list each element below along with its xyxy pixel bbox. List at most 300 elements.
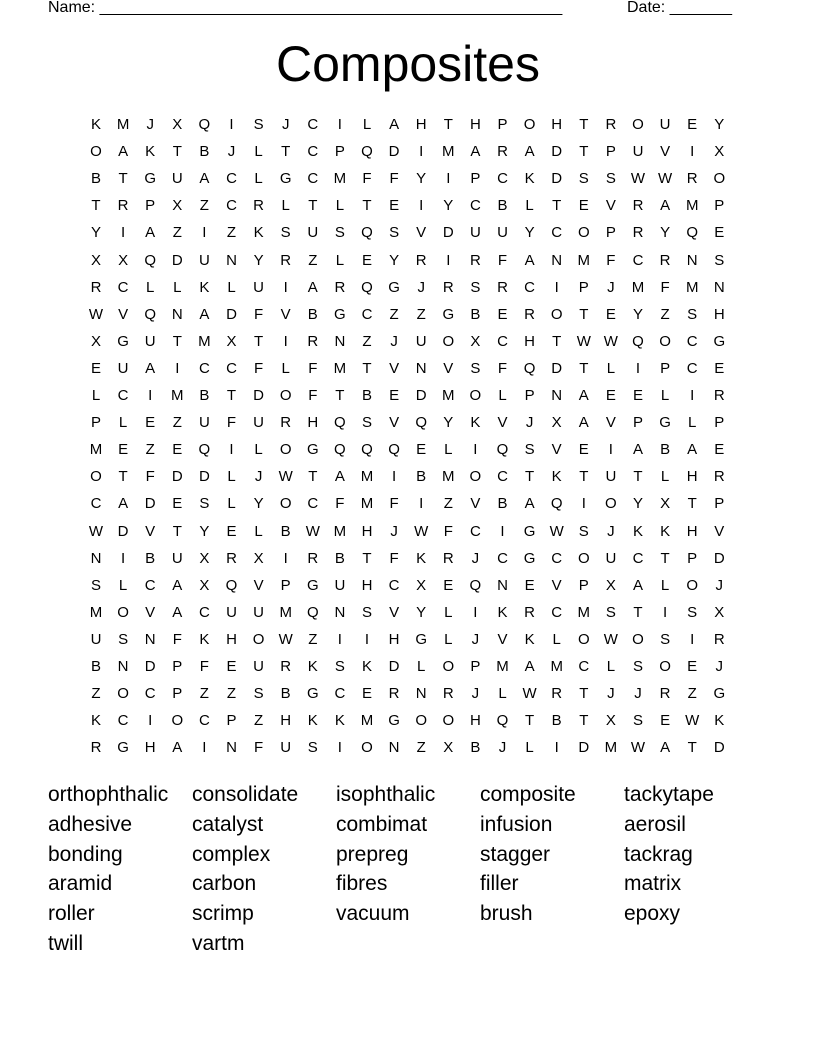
grid-letter: V <box>470 495 481 513</box>
grid-letter: B <box>199 387 210 404</box>
grid-letter: G <box>306 576 319 594</box>
grid-letter: T <box>254 332 264 350</box>
grid-letter: S <box>632 712 643 730</box>
grid-letter: P <box>714 495 725 513</box>
grid-letter: B <box>660 441 671 459</box>
grid-letter: Q <box>469 576 482 594</box>
grid-letter: S <box>280 224 291 242</box>
grid-letter: Y <box>389 251 400 269</box>
grid-letter: F <box>172 630 182 648</box>
grid-letter: R <box>442 549 454 567</box>
grid-letter: S <box>605 170 616 188</box>
grid-letter: P <box>632 414 643 432</box>
grid-letter: L <box>444 441 453 459</box>
grid-letter: K <box>714 712 725 730</box>
grid-letter: M <box>685 278 699 296</box>
grid-letter: S <box>118 630 129 648</box>
grid-letter: X <box>660 495 671 513</box>
grid-letter: V <box>605 414 616 432</box>
name-field-label: Name: ____________________________________________________ <box>48 0 563 16</box>
grid-letter: D <box>198 468 210 486</box>
grid-letter: Q <box>144 251 157 269</box>
grid-letter: D <box>117 522 129 540</box>
grid-letter: L <box>281 197 290 215</box>
grid-letter: W <box>305 522 320 540</box>
grid-letter: Y <box>253 251 264 269</box>
grid-letter: T <box>579 712 589 730</box>
grid-letter: Z <box>389 305 399 323</box>
grid-letter: T <box>335 387 345 404</box>
grid-letter: S <box>253 116 264 133</box>
grid-letter: T <box>281 143 291 161</box>
grid-letter: C <box>551 224 563 242</box>
grid-letter: R <box>469 251 481 269</box>
grid-letter: O <box>523 116 536 133</box>
grid-letter: L <box>146 278 155 296</box>
grid-letter: B <box>497 197 508 215</box>
grid-letter: O <box>577 224 590 242</box>
grid-letter: Q <box>361 278 373 296</box>
grid-letter: Z <box>416 305 426 323</box>
grid-letter: Y <box>524 224 535 242</box>
grid-letter: E <box>172 495 183 513</box>
grid-letter: D <box>171 251 183 269</box>
grid-letter: C <box>632 549 644 567</box>
grid-letter: K <box>660 522 671 540</box>
grid-letter: P <box>524 387 535 404</box>
grid-letter: O <box>632 630 644 648</box>
grid-letter: H <box>551 116 563 133</box>
grid-letter: T <box>443 116 453 133</box>
grid-letter: C <box>117 387 129 404</box>
grid-letter: X <box>199 549 210 567</box>
grid-letter: L <box>660 468 670 486</box>
grid-letter: H <box>686 522 698 540</box>
grid-letter: G <box>334 305 346 323</box>
grid-letter: I <box>473 441 478 459</box>
grid-letter: S <box>361 603 372 621</box>
grid-letter: W <box>278 630 293 648</box>
grid-letter: U <box>253 278 265 296</box>
grid-letter: W <box>522 685 537 703</box>
grid-letter: X <box>714 603 725 621</box>
grid-letter: C <box>307 143 319 161</box>
grid-letter: D <box>551 359 563 377</box>
grid-letter: T <box>579 116 589 133</box>
grid-letter: F <box>389 549 399 567</box>
grid-letter: T <box>633 468 643 486</box>
grid-letter: U <box>198 414 210 432</box>
grid-letter: Y <box>199 522 210 540</box>
grid-letter: M <box>496 658 509 675</box>
grid-letter: F <box>308 359 318 377</box>
grid-letter: O <box>361 739 373 757</box>
grid-letter: S <box>470 359 481 377</box>
grid-letter: I <box>337 739 342 757</box>
grid-letter: U <box>253 603 265 621</box>
grid-letter: V <box>389 603 400 621</box>
grid-letter: B <box>416 468 427 486</box>
grid-letter: M <box>89 441 103 459</box>
word-list-item: vacuum <box>336 902 410 926</box>
grid-letter: U <box>497 224 508 242</box>
grid-letter: D <box>388 143 400 161</box>
grid-letter: O <box>90 468 102 486</box>
grid-letter: B <box>551 712 562 730</box>
grid-letter: X <box>90 332 101 350</box>
word-list-item: consolidate <box>192 783 299 806</box>
grid-letter: I <box>554 278 559 296</box>
grid-letter: I <box>581 495 586 513</box>
grid-letter: W <box>88 305 104 323</box>
grid-letter: K <box>90 116 101 133</box>
grid-letter: T <box>660 549 670 567</box>
grid-letter: Y <box>416 170 427 188</box>
grid-letter: V <box>389 359 400 377</box>
grid-letter: C <box>686 359 698 377</box>
grid-letter: F <box>199 658 209 675</box>
grid-letter: K <box>361 658 372 675</box>
grid-letter: V <box>551 441 562 459</box>
grid-letter: G <box>713 332 726 350</box>
grid-letter: A <box>145 224 156 242</box>
grid-letter: Q <box>144 305 157 323</box>
grid-letter: W <box>685 712 700 730</box>
grid-letter: L <box>254 441 263 459</box>
grid-letter: T <box>362 359 372 377</box>
grid-letter: A <box>687 441 698 459</box>
grid-letter: C <box>469 197 481 215</box>
grid-letter: W <box>603 332 618 350</box>
grid-letter: T <box>579 359 589 377</box>
grid-letter: I <box>392 468 397 486</box>
grid-letter: R <box>90 278 102 296</box>
grid-letter: R <box>280 658 292 675</box>
grid-letter: I <box>202 739 207 757</box>
grid-letter: Q <box>334 441 346 459</box>
grid-letter: V <box>497 414 508 432</box>
word-list-item: matrix <box>624 872 682 896</box>
grid-letter: Q <box>334 414 346 432</box>
grid-letter: P <box>578 576 589 594</box>
grid-letter: Q <box>686 224 699 242</box>
grid-letter: E <box>389 387 400 404</box>
grid-letter: E <box>443 576 454 594</box>
grid-letter: B <box>470 739 481 757</box>
grid-letter: J <box>417 278 425 296</box>
grid-letter: O <box>117 685 129 703</box>
grid-letter: Z <box>226 685 237 703</box>
grid-letter: D <box>578 739 590 757</box>
grid-letter: M <box>442 143 455 161</box>
grid-letter: B <box>90 170 101 188</box>
word-list-item: stagger <box>480 842 551 866</box>
word-list-item: carbon <box>192 872 257 896</box>
grid-letter: B <box>361 387 372 404</box>
grid-letter: W <box>414 522 429 540</box>
grid-letter: J <box>471 549 480 567</box>
grid-letter: J <box>607 685 615 703</box>
grid-letter: A <box>307 278 318 296</box>
grid-letter: Q <box>361 143 373 161</box>
date-field-label: Date: _______ <box>627 0 732 16</box>
grid-letter: Q <box>550 495 563 513</box>
grid-letter: A <box>334 468 345 486</box>
grid-letter: X <box>470 332 481 350</box>
grid-letter: A <box>524 495 535 513</box>
grid-letter: T <box>552 197 562 215</box>
grid-letter: L <box>362 116 372 133</box>
grid-letter: J <box>254 468 263 486</box>
grid-letter: S <box>90 576 101 594</box>
grid-letter: X <box>551 414 562 432</box>
grid-letter: H <box>713 305 725 323</box>
word-list-item: adhesive <box>48 812 133 836</box>
grid-letter: G <box>117 332 129 350</box>
grid-letter: E <box>605 305 616 323</box>
grid-letter: J <box>498 739 507 757</box>
grid-letter: U <box>226 603 237 621</box>
grid-letter: I <box>635 359 641 377</box>
grid-letter: P <box>470 170 481 188</box>
grid-letter: I <box>283 332 288 350</box>
grid-letter: K <box>90 712 101 730</box>
grid-letter: Q <box>198 116 211 133</box>
grid-letter: X <box>172 197 183 215</box>
grid-letter: I <box>500 522 505 540</box>
grid-letter: D <box>226 305 237 323</box>
grid-letter: R <box>713 387 725 404</box>
grid-letter: V <box>605 197 616 215</box>
grid-letter: T <box>308 468 318 486</box>
grid-letter: F <box>308 387 318 404</box>
grid-letter: R <box>497 278 508 296</box>
grid-letter: I <box>202 224 207 242</box>
grid-letter: D <box>144 658 156 675</box>
grid-letter: X <box>714 143 725 161</box>
grid-letter: P <box>687 549 698 567</box>
grid-letter: C <box>632 251 644 269</box>
grid-letter: E <box>90 359 101 377</box>
word-list-item: epoxy <box>624 902 681 926</box>
word-list-item: complex <box>192 842 271 866</box>
grid-letter: V <box>118 305 129 323</box>
grid-letter: L <box>525 739 534 757</box>
grid-letter: M <box>360 495 374 513</box>
grid-letter: Q <box>198 441 211 459</box>
word-list-item: brush <box>480 902 533 926</box>
grid-letter: C <box>226 197 237 215</box>
grid-letter: C <box>469 522 481 540</box>
grid-letter: M <box>631 278 645 296</box>
grid-letter: R <box>632 197 644 215</box>
grid-letter: H <box>388 630 400 648</box>
grid-letter: Z <box>226 224 237 242</box>
grid-letter: P <box>172 685 183 703</box>
grid-letter: Y <box>632 495 643 513</box>
grid-letter: N <box>90 549 102 567</box>
grid-letter: M <box>333 522 347 540</box>
grid-letter: K <box>307 712 318 730</box>
grid-letter: J <box>634 685 642 703</box>
grid-letter: P <box>145 197 156 215</box>
grid-letter: S <box>524 441 535 459</box>
word-list-item: infusion <box>480 812 553 836</box>
word-list-item: isophthalic <box>336 783 436 806</box>
grid-letter: E <box>389 197 400 215</box>
grid-letter: L <box>606 359 616 377</box>
grid-letter: G <box>279 170 292 188</box>
grid-letter: J <box>146 116 154 133</box>
grid-letter: L <box>525 197 534 215</box>
grid-letter: E <box>172 441 183 459</box>
grid-letter: L <box>173 278 182 296</box>
grid-letter: A <box>389 116 400 133</box>
grid-letter: T <box>172 332 182 350</box>
grid-letter: D <box>253 387 265 404</box>
grid-letter: K <box>632 522 643 540</box>
grid-letter: G <box>713 685 726 703</box>
grid-letter: O <box>252 630 265 648</box>
grid-letter: X <box>226 332 237 350</box>
grid-letter: X <box>605 712 616 730</box>
grid-letter: U <box>307 224 319 242</box>
grid-letter: F <box>389 495 399 513</box>
grid-letter: B <box>334 549 345 567</box>
grid-letter: D <box>442 224 454 242</box>
grid-letter: S <box>199 495 210 513</box>
grid-letter: W <box>658 170 673 188</box>
grid-letter: L <box>660 387 670 404</box>
grid-letter: Z <box>172 224 182 242</box>
grid-letter: T <box>525 468 535 486</box>
grid-letter: R <box>307 549 319 567</box>
grid-letter: E <box>118 441 129 459</box>
grid-letter: C <box>497 468 508 486</box>
grid-letter: I <box>283 278 288 296</box>
grid-letter: B <box>90 658 101 675</box>
grid-letter: Q <box>306 603 319 621</box>
grid-letter: G <box>659 414 671 432</box>
grid-letter: U <box>198 251 210 269</box>
grid-letter: P <box>334 143 345 161</box>
grid-letter: N <box>171 305 183 323</box>
grid-letter: B <box>199 143 210 161</box>
grid-letter: A <box>172 603 183 621</box>
grid-letter: R <box>713 630 725 648</box>
grid-letter: P <box>578 278 589 296</box>
grid-letter: Q <box>632 332 644 350</box>
word-list-item: catalyst <box>192 812 264 836</box>
grid-letter: A <box>199 305 210 323</box>
grid-letter: U <box>171 549 183 567</box>
grid-letter: P <box>470 658 481 675</box>
grid-letter: C <box>307 170 319 188</box>
grid-letter: H <box>361 576 373 594</box>
grid-letter: I <box>690 630 695 648</box>
grid-letter: C <box>551 603 563 621</box>
grid-letter: B <box>307 305 318 323</box>
grid-letter: N <box>686 251 698 269</box>
grid-letter: L <box>227 278 236 296</box>
grid-letter: L <box>254 143 263 161</box>
grid-letter: T <box>552 332 562 350</box>
grid-letter: U <box>659 116 671 133</box>
grid-letter: O <box>577 630 590 648</box>
grid-letter: B <box>280 685 291 703</box>
grid-letter: W <box>549 522 564 540</box>
grid-letter: M <box>333 170 347 188</box>
grid-letter: A <box>578 387 589 404</box>
grid-letter: E <box>687 658 698 675</box>
grid-letter: S <box>361 414 372 432</box>
grid-letter: J <box>227 143 236 161</box>
grid-letter: U <box>144 332 156 350</box>
grid-letter: F <box>389 170 399 188</box>
grid-letter: I <box>148 387 153 404</box>
grid-letter: C <box>686 332 698 350</box>
grid-letter: X <box>90 251 101 269</box>
grid-letter: P <box>605 224 616 242</box>
grid-letter: H <box>686 468 698 486</box>
grid-letter: D <box>713 739 725 757</box>
grid-letter: R <box>280 251 292 269</box>
grid-letter: B <box>280 522 291 540</box>
grid-letter: A <box>172 576 183 594</box>
grid-letter: R <box>117 197 129 215</box>
grid-letter: S <box>253 685 264 703</box>
grid-letter: O <box>686 576 699 594</box>
grid-letter: Z <box>660 305 670 323</box>
grid-letter: O <box>442 332 455 350</box>
grid-letter: N <box>713 278 725 296</box>
grid-letter: M <box>198 332 211 350</box>
grid-letter: W <box>603 630 618 648</box>
grid-letter: V <box>551 576 562 594</box>
grid-letter: O <box>659 332 671 350</box>
grid-letter: T <box>226 387 237 404</box>
grid-letter: I <box>419 143 424 161</box>
grid-letter: J <box>715 576 724 594</box>
grid-letter: A <box>470 143 481 161</box>
grid-letter: V <box>497 630 508 648</box>
grid-letter: I <box>419 197 424 215</box>
grid-letter: T <box>525 712 535 730</box>
grid-letter: O <box>279 441 292 459</box>
grid-letter: G <box>442 305 455 323</box>
grid-letter: L <box>118 414 128 432</box>
word-list-item: filler <box>480 872 519 896</box>
grid-letter: I <box>446 170 451 188</box>
grid-letter: L <box>335 197 345 215</box>
grid-letter: N <box>144 630 156 648</box>
grid-letter: K <box>551 468 562 486</box>
grid-letter: O <box>279 387 292 404</box>
grid-letter: V <box>660 143 671 161</box>
grid-letter: A <box>578 414 589 432</box>
grid-letter: P <box>497 116 508 133</box>
grid-letter: R <box>90 739 102 757</box>
grid-letter: T <box>118 170 128 188</box>
word-list-item: fibres <box>336 872 388 896</box>
grid-letter: P <box>660 359 671 377</box>
grid-letter: Z <box>308 630 318 648</box>
grid-letter: V <box>280 305 291 323</box>
word-list-item: scrimp <box>192 902 254 926</box>
grid-letter: U <box>605 549 617 567</box>
grid-letter: L <box>498 685 507 703</box>
grid-letter: K <box>307 658 318 675</box>
